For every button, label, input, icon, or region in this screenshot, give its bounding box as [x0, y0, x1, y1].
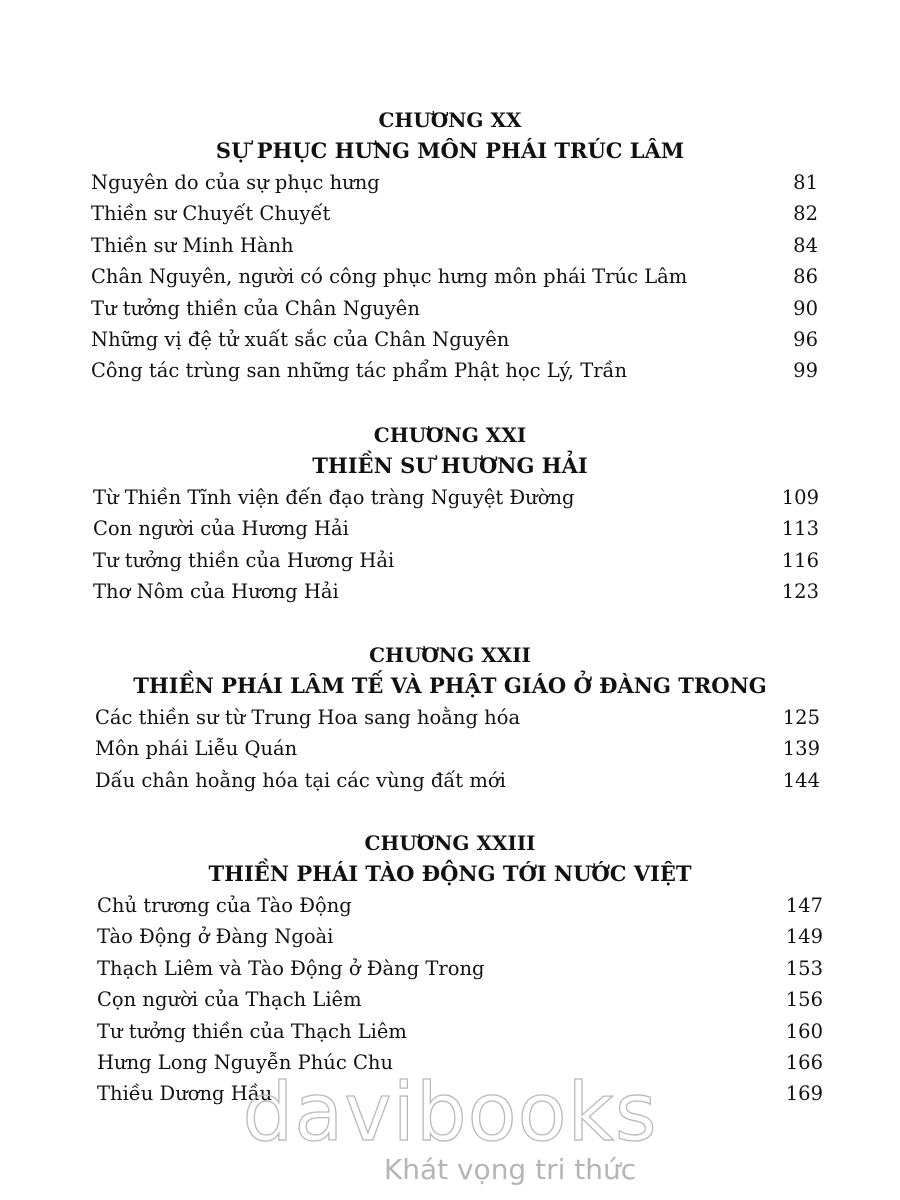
chapter-entries: [93, 482, 819, 608]
toc-entry-page: 113: [781, 517, 819, 541]
toc-entry[interactable]: [95, 765, 820, 796]
toc-entry[interactable]: [91, 293, 818, 324]
toc-entry-page: 160: [785, 1019, 823, 1043]
toc-entry-title: Công tác trùng san những tác phẩm Phật học Lý, Trần: [91, 359, 628, 383]
toc-entry-page: 123: [781, 580, 819, 604]
toc-entry-page: 166: [785, 1050, 823, 1074]
toc-entry[interactable]: [93, 513, 819, 544]
chapter-entries: [95, 702, 820, 796]
chapter-xx: [0, 105, 900, 387]
chapter-entries: [91, 167, 818, 387]
toc-entry-title: Thơ Nôm của Hương Hải: [93, 580, 339, 604]
toc-entry-page: 169: [785, 1082, 823, 1106]
toc-entry-page: 156: [785, 988, 823, 1012]
toc-entry[interactable]: [93, 576, 819, 607]
toc-entry-page: 96: [793, 327, 818, 351]
toc-entry-title: Thạch Liêm và Tào Động ở Đàng Trong: [97, 956, 485, 980]
toc-entry[interactable]: [91, 198, 818, 229]
toc-entry[interactable]: [91, 324, 818, 355]
toc-entry[interactable]: [91, 261, 818, 292]
toc-entry-title: Nguyên do của sự phục hưng: [91, 171, 380, 194]
chapter-number: CHƯƠNG XXII: [369, 643, 531, 667]
chapter-number: CHƯƠNG XXI: [373, 423, 527, 447]
toc-entry-title: Thiều Dương Hầu: [97, 1082, 273, 1106]
toc-entry[interactable]: [97, 984, 823, 1015]
toc-entry-title: Môn phái Liễu Quán: [95, 737, 298, 761]
toc-entry-page: 144: [782, 768, 820, 792]
toc-entry-page: 125: [782, 706, 820, 729]
toc-entry-title: Dấu chân hoằng hóa tại các vùng đất mới: [95, 768, 506, 792]
toc-entry-title: Tư tưởng thiền của Thạch Liêm: [97, 1019, 407, 1043]
toc-entry-title: Con người của Hương Hải: [93, 517, 349, 541]
toc-entry-page: 81: [793, 171, 818, 194]
toc-entry-title: Chân Nguyên, người có công phục hưng môn phái Trúc Lâm: [91, 265, 688, 289]
toc-entry-title: Từ Thiền Tĩnh viện đến đạo tràng Nguyệt Đường: [93, 486, 575, 509]
toc-entry[interactable]: [93, 482, 819, 513]
toc-entry-page: 109: [781, 486, 819, 509]
toc-entry-title: Tư tưởng thiền của Chân Nguyên: [91, 296, 420, 320]
chapter-title: THIỀN PHÁI TÀO ĐỘNG TỚI NƯỚC VIỆT: [208, 861, 692, 886]
toc-entry-title: Tư tưởng thiền của Hương Hải: [93, 548, 395, 572]
toc-entry-title: Các thiền sư từ Trung Hoa sang hoằng hóa: [95, 706, 521, 729]
chapter-xxii: [0, 640, 900, 796]
toc-entry-title: Những vị đệ tử xuất sắc của Chân Nguyên: [91, 327, 510, 351]
toc-entry-title: Chủ trương của Tào Động: [97, 894, 352, 917]
chapter-xxi: [0, 420, 900, 608]
toc-entry[interactable]: [95, 733, 820, 764]
watermark-slogan: Khát vọng tri thức: [383, 1153, 637, 1186]
chapter-number: CHƯƠNG XXIII: [364, 831, 536, 855]
toc-entry[interactable]: [93, 545, 819, 576]
toc-entry-title: Cọn người của Thạch Liêm: [97, 988, 362, 1012]
chapter-number: CHƯƠNG XX: [378, 108, 522, 132]
toc-entry[interactable]: [97, 921, 823, 952]
toc-entry[interactable]: [91, 230, 818, 261]
toc-entry-page: 99: [793, 359, 818, 383]
toc-entry-page: 149: [785, 925, 823, 949]
toc-entry[interactable]: [91, 167, 818, 198]
toc-entry-page: 82: [793, 202, 818, 226]
toc-entry-page: 147: [785, 894, 823, 917]
toc-entry[interactable]: [97, 953, 823, 984]
toc-entry-page: 153: [785, 956, 823, 980]
chapter-title: THIỀN SƯ HƯƠNG HẢI: [312, 453, 588, 478]
chapter-title: SỰ PHỤC HƯNG MÔN PHÁI TRÚC LÂM: [215, 138, 685, 163]
toc-entry[interactable]: [91, 355, 818, 386]
toc-entry[interactable]: [95, 702, 820, 733]
toc-entry-page: 139: [782, 737, 820, 761]
toc-entry[interactable]: [97, 890, 823, 921]
toc-entry-page: 116: [781, 548, 819, 572]
chapter-title: THIỀN PHÁI LÂM TẾ VÀ PHẬT GIÁO Ở ĐÀNG TRONG: [133, 673, 767, 698]
toc-entry-page: 84: [793, 233, 818, 257]
toc-entry-title: Thiền sư Minh Hành: [91, 233, 294, 257]
toc-entry-title: Thiền sư Chuyết Chuyết: [91, 202, 331, 226]
toc-entry-page: 90: [793, 296, 818, 320]
toc-entry-page: 86: [793, 265, 818, 289]
toc-entry-title: Hưng Long Nguyễn Phúc Chu: [97, 1050, 394, 1074]
toc-entry[interactable]: [97, 1016, 823, 1047]
watermark-brand: davibooks: [242, 1066, 658, 1159]
toc-entry-title: Tào Động ở Đàng Ngoài: [97, 925, 334, 949]
